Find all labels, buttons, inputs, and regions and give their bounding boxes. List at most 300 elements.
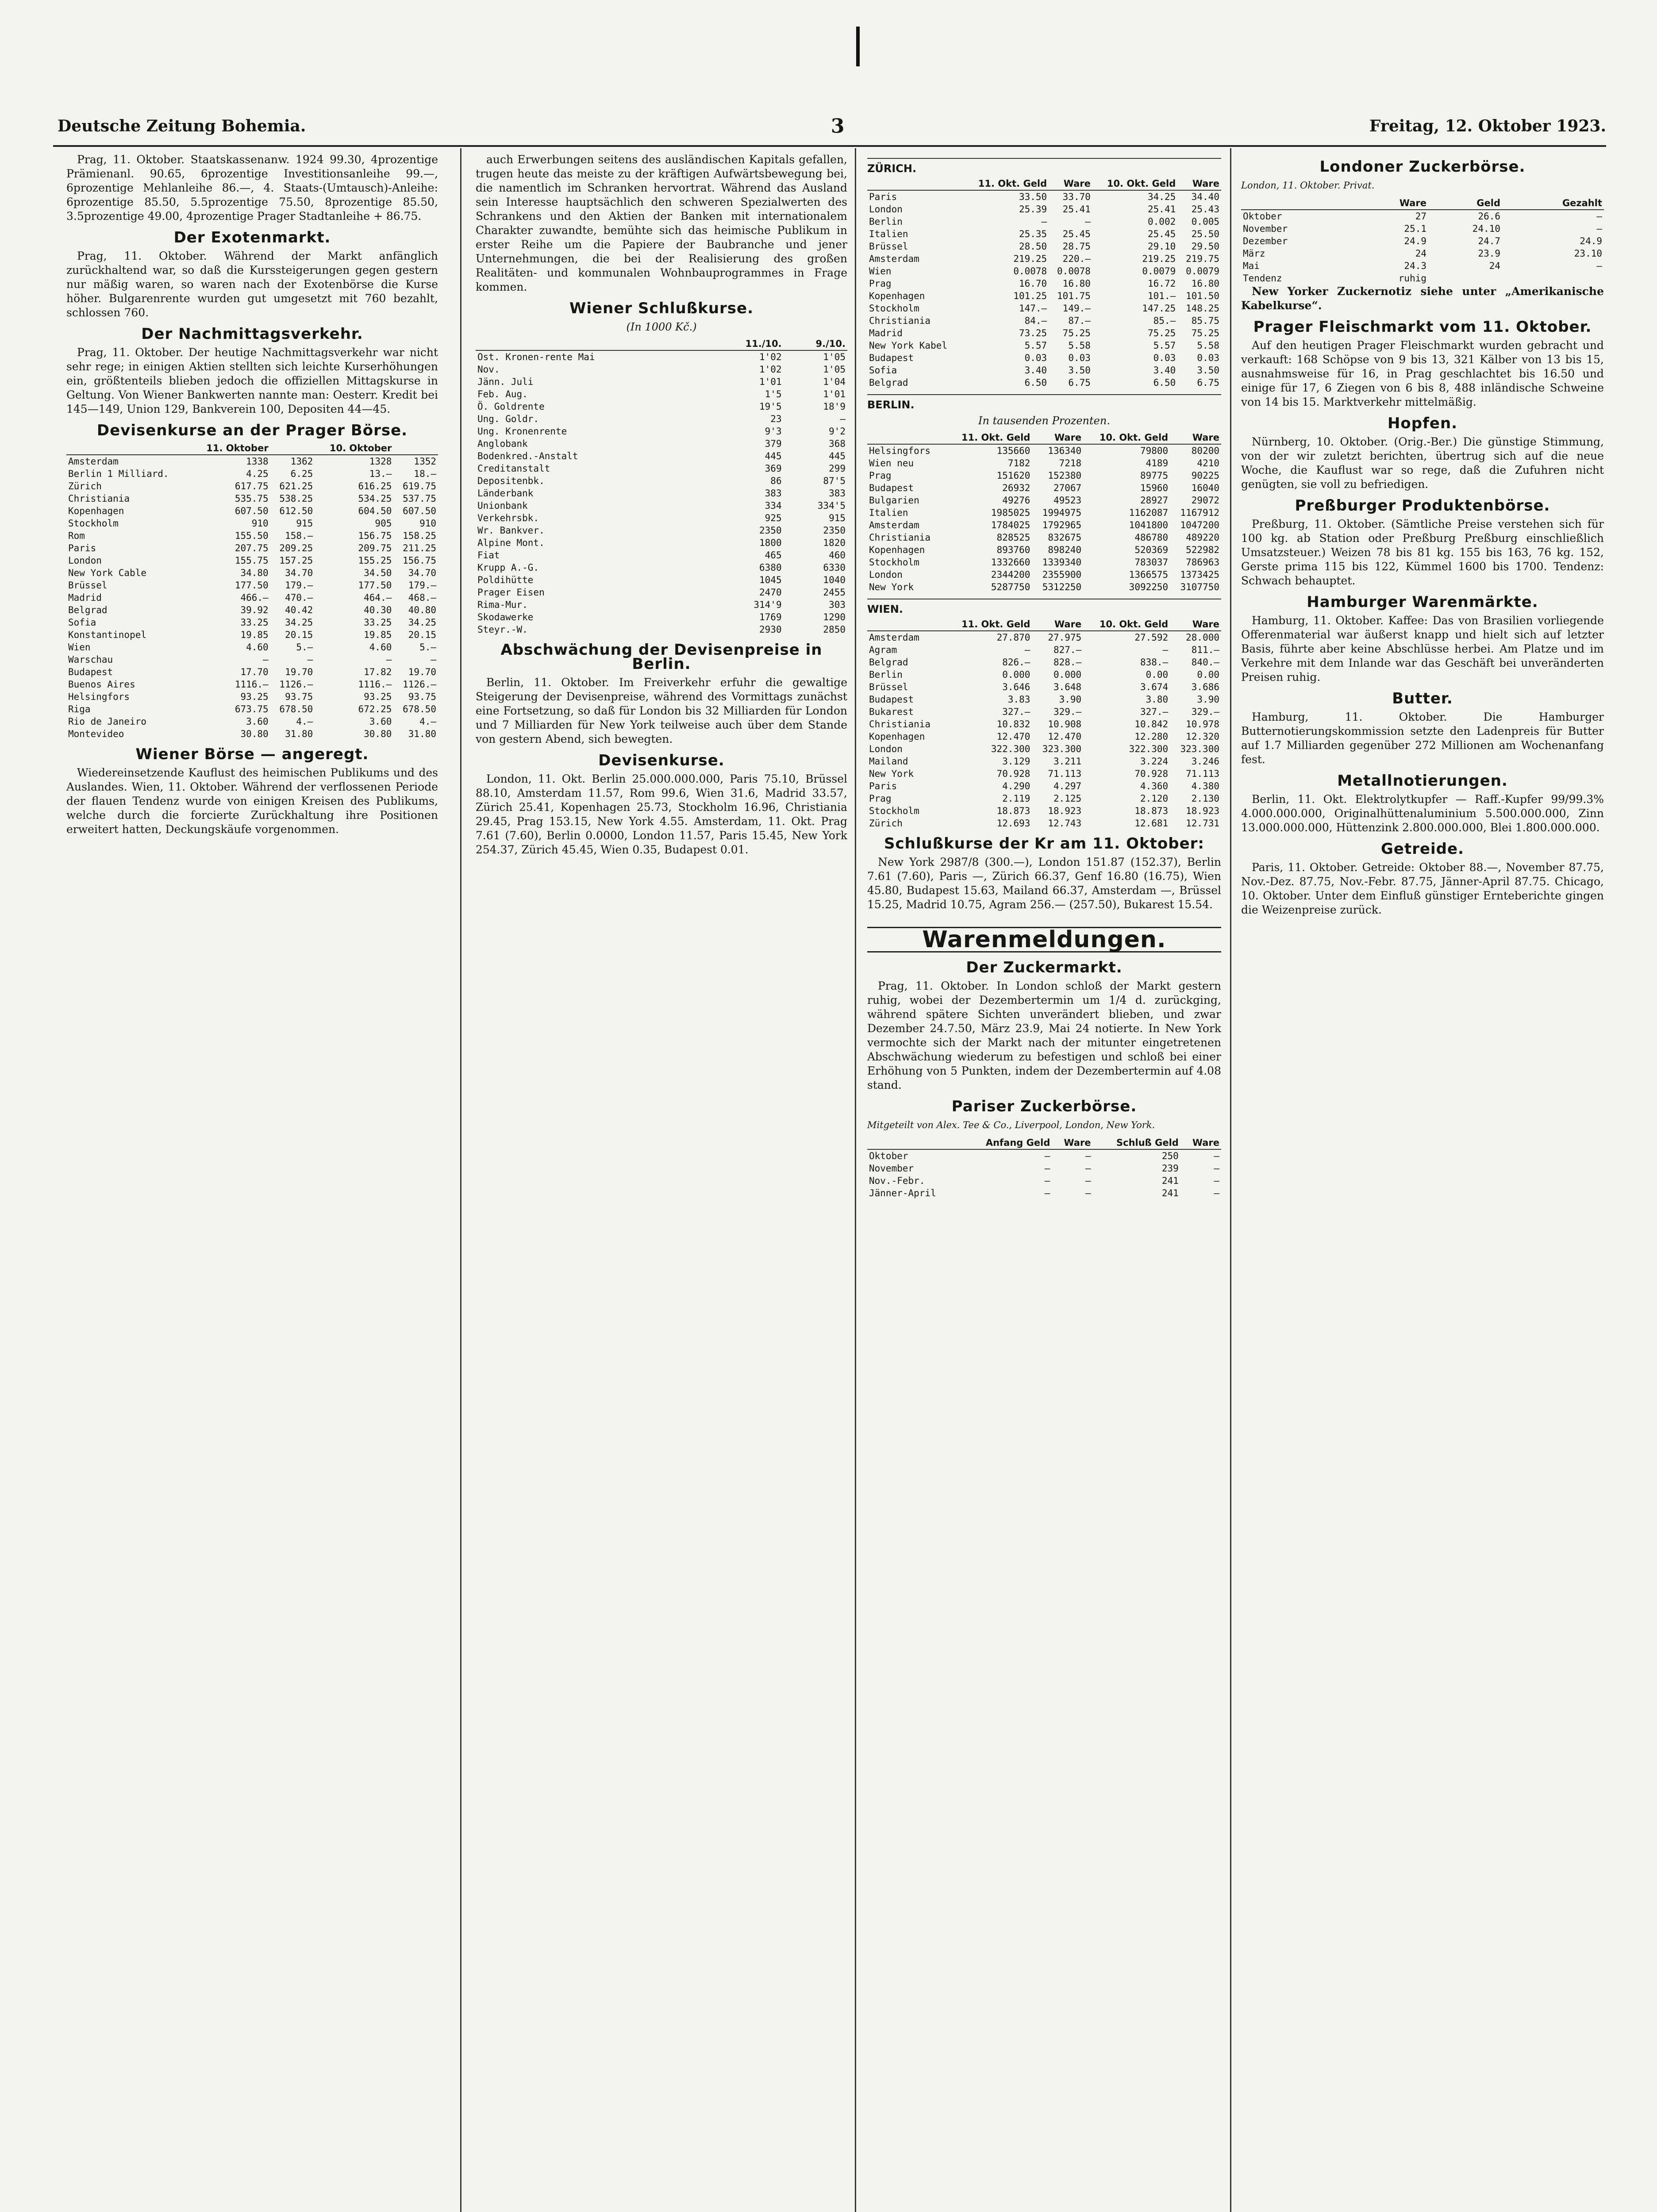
table-cell: 368 <box>829 438 846 449</box>
table-cell: 1041800 <box>1129 520 1169 530</box>
table-cell: 207.75 <box>235 543 269 553</box>
article-prag-anleihen: Prag, 11. Oktober. Staatskassenanw. 1924 99.30, 4prozentige Prämienanl. 90.65, 6prozentige Investitionsanleihe 99.—, 6prozentige Mehlanleihe 86.—, 4. Staats-(Umtausch)-Anleihe: 6prozentige 85.50, 5.5prozentige 75.50, 8prozentige 85.50, 3.5prozentige 49.00, 4prozentige Prager Stadtanleihe + 86.75. <box>66 153 438 223</box>
column-header: Ware <box>1032 431 1083 444</box>
row-label: Madrid <box>68 592 102 603</box>
table-cell: — <box>263 654 269 665</box>
article-getreide: Paris, 11. Oktober. Getreide: Oktober 88.—, November 87.75, Nov.-Dez. 87.75, Nov.-Febr. 87.75, Jänner-April 87.75. Chicago, 10. Oktober. Unter dem Einfluß günstiger Ernteberichte gingen die Weizenpreise zurück. <box>1241 861 1604 916</box>
table-row <box>476 561 847 574</box>
row-label: Budapest <box>68 667 113 677</box>
table-cell: 29.10 <box>1148 241 1176 252</box>
row-label: Kopenhagen <box>869 731 925 742</box>
row-label: Berlin <box>869 669 903 680</box>
table-cell: 470.— <box>285 592 313 603</box>
row-label: Mailand <box>869 756 908 767</box>
table-cell: 840.— <box>1191 657 1219 668</box>
heading-wiener-boerse: Wiener Börse — angeregt. <box>135 745 369 763</box>
table-cell: 20.15 <box>285 630 313 640</box>
heading-butter: Butter. <box>1392 690 1453 707</box>
table-cell: 314'9 <box>754 599 782 610</box>
table-row <box>867 253 1221 265</box>
heading-hopfen: Hopfen. <box>1387 415 1458 432</box>
table-cell: 915 <box>829 513 846 523</box>
table-row <box>867 315 1221 327</box>
table-row <box>1241 235 1604 247</box>
table-row <box>476 574 847 586</box>
table-cell: 4.60 <box>369 642 392 653</box>
table-cell: 673.75 <box>235 704 269 714</box>
row-label: Buenos Aires <box>68 679 135 690</box>
table-row <box>66 629 438 641</box>
table-cell: 0.002 <box>1148 216 1176 227</box>
table-cell: 250 <box>1161 1151 1179 1161</box>
table-cell: 70.928 <box>996 768 1030 779</box>
row-label: Wien <box>68 642 91 653</box>
table-cell: 3.90 <box>1059 694 1082 705</box>
table-cell: 34.50 <box>364 568 392 578</box>
table-row <box>867 768 1221 780</box>
table-cell: 31.80 <box>285 729 313 739</box>
heading-fleischmarkt: Prager Fleischmarkt vom 11. Oktober. <box>1253 318 1592 336</box>
table-row <box>867 780 1221 792</box>
table-cell: 334 <box>765 500 782 511</box>
table-cell: 219.75 <box>1186 253 1219 264</box>
column-1 <box>66 153 438 839</box>
table-cell: 156.75 <box>403 555 436 566</box>
table-cell: 10.978 <box>1186 719 1219 730</box>
berlin-title: BERLIN. <box>867 394 1221 412</box>
column-header: Ware <box>1170 618 1221 631</box>
row-label: Depositenbk. <box>477 476 545 486</box>
table-cell: 84.— <box>1024 315 1047 326</box>
table-cell: 828525 <box>996 532 1030 543</box>
table-cell: 1373425 <box>1180 569 1219 580</box>
table-row <box>476 623 847 636</box>
row-label: Nov. <box>477 364 500 375</box>
table-row <box>66 715 438 728</box>
table-cell: 101.75 <box>1057 291 1091 301</box>
table-cell: 7182 <box>1007 458 1030 469</box>
table-cell: 617.75 <box>235 481 269 492</box>
table-cell: 4.60 <box>246 642 269 653</box>
table-cell: 12.320 <box>1186 731 1219 742</box>
table-cell: 27067 <box>1053 483 1082 493</box>
table-row <box>867 290 1221 302</box>
row-label: Berlin <box>869 216 903 227</box>
row-label: Christiania <box>869 719 931 730</box>
row-label: Belgrad <box>68 605 108 615</box>
table-cell: 25.50 <box>1191 229 1219 239</box>
table-cell: 0.000 <box>1053 669 1082 680</box>
table-row <box>867 581 1221 593</box>
row-label: Berlin 1 Milliard. <box>68 469 169 479</box>
table-cell: 18.— <box>414 469 436 479</box>
table-cell: 383 <box>765 488 782 499</box>
table-row <box>66 517 438 530</box>
table-cell: 838.— <box>1140 657 1169 668</box>
table-row <box>66 480 438 492</box>
row-label: Ung. Goldr. <box>477 414 539 424</box>
table-row <box>476 413 847 425</box>
table-cell: 5.— <box>419 642 436 653</box>
table-cell: 29.50 <box>1191 241 1219 252</box>
berlin-subtitle: In tausenden Prozenten. <box>978 415 1110 427</box>
table-cell: 5.— <box>296 642 313 653</box>
table-cell: 33.50 <box>1019 192 1047 202</box>
table-cell: 0.00 <box>1197 669 1219 680</box>
table-cell: 30.80 <box>364 729 392 739</box>
table-cell: 75.25 <box>1191 328 1219 338</box>
table-cell: 6380 <box>759 562 782 573</box>
table-cell: — <box>307 654 313 665</box>
row-label: Brüssel <box>68 580 108 591</box>
column-header <box>867 177 964 190</box>
table-row <box>476 388 847 400</box>
table-cell: 10.842 <box>1134 719 1169 730</box>
table-row <box>476 599 847 611</box>
table-cell: 5.58 <box>1197 340 1219 351</box>
table-cell: 26.6 <box>1478 211 1501 222</box>
table-cell: 12.470 <box>996 731 1030 742</box>
table-cell: 6.50 <box>1153 377 1176 388</box>
column-header: Geld <box>1428 197 1502 210</box>
row-label: Brüssel <box>869 682 908 692</box>
table-cell: 75.25 <box>1062 328 1091 338</box>
row-label: Verkehrsbk. <box>477 513 539 523</box>
row-label: Steyr.-W. <box>477 624 528 635</box>
table-cell: 383 <box>829 488 846 499</box>
article-schlusskurse-ausland: New York 2987/8 (300.—), London 151.87 (152.37), Berlin 7.61 (7.60), Paris —, Zürich 66.37, Genf 16.80 (16.75), Wien 45.80, Budapest 15.63, Mailand 66.37, Amsterdam —, Brüssel 15.25, Madrid 10.75, Agram 256.— (257.50), Bukarest 15.54. <box>867 856 1221 911</box>
row-label: Prag <box>869 278 892 289</box>
table-cell: 34.80 <box>240 568 269 578</box>
masthead <box>58 111 1606 142</box>
table-cell: 1'01 <box>823 389 846 399</box>
column-3 <box>867 153 1221 1199</box>
table-cell: 1792965 <box>1042 520 1082 530</box>
table-cell: 607.50 <box>403 506 436 516</box>
london-zucker-table <box>1241 197 1604 284</box>
table-cell: 155.50 <box>235 530 269 541</box>
row-label: Bukarest <box>869 707 914 717</box>
table-cell: 25.45 <box>1062 229 1091 239</box>
table-row <box>867 190 1221 203</box>
row-label: Budapest <box>869 353 914 363</box>
table-cell: 33.70 <box>1062 192 1091 202</box>
heading-nachmittagsverkehr: Der Nachmittagsverkehr. <box>141 325 363 343</box>
table-cell: 2850 <box>823 624 846 635</box>
table-cell: 619.75 <box>403 481 436 492</box>
table-cell: 33.25 <box>364 617 392 628</box>
table-cell: 135660 <box>996 445 1030 456</box>
table-row <box>867 482 1221 494</box>
new-york-zucker-note: New Yorker Zuckernotiz siehe unter „Amerikanische Kabelkurse“. <box>1241 285 1604 312</box>
table-row <box>66 468 438 480</box>
table-cell: 70.928 <box>1134 768 1169 779</box>
devisen-table <box>66 442 438 740</box>
table-row <box>476 350 847 363</box>
table-cell: 25.43 <box>1191 204 1219 215</box>
table-cell: 0.005 <box>1191 216 1219 227</box>
heading-hamburg: Hamburger Warenmärkte. <box>1307 593 1538 611</box>
table-cell: 1'04 <box>823 376 846 387</box>
article-nachmittagsverkehr: Prag, 11. Oktober. Der heutige Nachmittagsverkehr war nicht sehr rege; in einigen Aktien stellten sich leichte Kurserhöhungen ein, größtenteils blieben jedoch die offiziellen Mittagskurse in Geltung. Von Wiener Bankwerten nannte man: Oesterr. Kredit bei 145—149, Union 129, Bankverein 100, Depositen 44—45. <box>66 346 438 415</box>
table-cell: 1126.— <box>279 679 313 690</box>
table-cell: 10.908 <box>1048 719 1082 730</box>
table-cell: 179.— <box>285 580 313 591</box>
table-cell: 28.50 <box>1019 241 1047 252</box>
table-cell: 2.130 <box>1191 793 1219 804</box>
table-row <box>66 703 438 715</box>
column-header: Ware <box>1170 431 1221 444</box>
table-row <box>476 549 847 561</box>
article-hopfen: Nürnberg, 10. Oktober. (Orig.-Ber.) Die günstige Stimmung, von der wir zuletzt berichten, übertrug sich auf die neue Woche, die Kauflust war so rege, daß die Zufuhren nicht genügten, sie voll zu befriedigen. <box>1241 435 1604 491</box>
column-header: Ware <box>1354 197 1428 210</box>
table-cell: 327.— <box>1002 707 1030 717</box>
table-cell: 3.50 <box>1068 365 1091 376</box>
table-cell: 1769 <box>759 612 782 622</box>
table-cell: 93.25 <box>240 691 269 702</box>
table-row <box>66 530 438 542</box>
table-cell: 25.35 <box>1019 229 1047 239</box>
table-cell: 3.90 <box>1197 694 1219 705</box>
table-cell: 1040 <box>823 575 846 585</box>
table-cell: 40.30 <box>364 605 392 615</box>
table-cell: 5312250 <box>1042 582 1082 592</box>
schlusskurse-unit: (In 1000 Kč.) <box>626 321 697 333</box>
paper-name: Deutsche Zeitung Bohemia. <box>58 117 306 135</box>
table-cell: 334'5 <box>817 500 846 511</box>
row-label: Sofia <box>68 617 96 628</box>
heading-pressburg: Preßburger Produktenbörse. <box>1295 497 1550 515</box>
table-cell: 329.— <box>1053 707 1082 717</box>
table-cell: 12.280 <box>1134 731 1169 742</box>
table-cell: — <box>1596 211 1602 222</box>
table-cell: 49523 <box>1053 495 1082 506</box>
row-label: New York Kabel <box>869 340 948 351</box>
table-cell: 219.25 <box>1013 253 1047 264</box>
table-cell: 323.300 <box>1042 744 1082 754</box>
table-cell: 2470 <box>759 587 782 598</box>
table-cell: 369 <box>765 463 782 474</box>
row-label: Konstantinopel <box>68 630 147 640</box>
table-cell: 3.686 <box>1191 682 1219 692</box>
table-cell: 15960 <box>1140 483 1169 493</box>
table-cell: 1'02 <box>759 352 782 362</box>
table-row <box>867 568 1221 581</box>
table-cell: 3.246 <box>1191 756 1219 767</box>
table-cell: 12.731 <box>1186 818 1219 829</box>
row-label: Zürich <box>869 818 903 829</box>
row-label: Prag <box>869 793 892 804</box>
table-cell: 534.25 <box>358 493 392 504</box>
column-header: Anfang Geld <box>961 1137 1052 1149</box>
table-cell: 241 <box>1161 1188 1179 1198</box>
table-cell: 445 <box>765 451 782 461</box>
table-cell: 1'05 <box>823 352 846 362</box>
table-cell: 151620 <box>996 470 1030 481</box>
table-cell: 27.870 <box>996 632 1030 643</box>
table-cell: 27.592 <box>1134 632 1169 643</box>
table-cell: 0.0079 <box>1186 266 1219 276</box>
column-header: 9./10. <box>784 338 847 350</box>
row-label: London <box>869 569 903 580</box>
column-header <box>66 442 192 455</box>
row-label: Kopenhagen <box>869 545 925 555</box>
table-row <box>476 363 847 376</box>
table-cell: 1116.— <box>235 679 269 690</box>
heading-wiener-schlusskurse: Wiener Schlußkurse. <box>569 300 754 317</box>
table-row <box>476 450 847 462</box>
table-cell: 905 <box>375 518 392 529</box>
table-row <box>867 718 1221 730</box>
row-label: Ung. Kronenrente <box>477 426 567 437</box>
row-label: Dezember <box>1243 236 1288 246</box>
table-cell: 33.25 <box>240 617 269 628</box>
table-cell: 2930 <box>759 624 782 635</box>
table-cell: 4.380 <box>1191 781 1219 791</box>
table-cell: 219.25 <box>1142 253 1176 264</box>
table-row <box>66 691 438 703</box>
page-number: 3 <box>830 115 845 138</box>
table-cell: 0.00 <box>1146 669 1169 680</box>
table-cell: 16040 <box>1191 483 1219 493</box>
heading-metall: Metallnotierungen. <box>1337 772 1508 790</box>
table-cell: 23 <box>770 414 782 424</box>
table-cell: 87'5 <box>823 476 846 486</box>
table-row <box>1241 247 1604 260</box>
pariser-note: Mitgeteilt von Alex. Tee & Co., Liverpool, London, New York. <box>867 1120 1155 1130</box>
table-cell: 5287750 <box>991 582 1030 592</box>
table-cell: 24 <box>1489 261 1501 271</box>
row-label: Alpine Mont. <box>477 538 545 548</box>
table-row <box>867 265 1221 277</box>
table-row <box>867 494 1221 507</box>
column-header: 11. Okt. Geld <box>945 618 1032 631</box>
table-row <box>476 512 847 524</box>
table-cell: — <box>1044 1163 1050 1174</box>
table-cell: 4.— <box>296 716 313 727</box>
table-cell: 6.50 <box>1024 377 1047 388</box>
column-header <box>867 431 945 444</box>
table-cell: 3.83 <box>1007 694 1030 705</box>
table-cell: — <box>1214 1163 1219 1174</box>
table-cell: — <box>386 654 392 665</box>
table-cell: 3.60 <box>369 716 392 727</box>
table-cell: 12.681 <box>1134 818 1169 829</box>
table-cell: 1126.— <box>403 679 436 690</box>
table-row <box>867 1149 1221 1162</box>
row-label: Kopenhagen <box>869 291 925 301</box>
row-label: Warschau <box>68 654 113 665</box>
table-cell: 18.873 <box>1134 806 1169 816</box>
row-label: Wr. Bankver. <box>477 525 545 536</box>
table-cell: 4.360 <box>1140 781 1169 791</box>
row-label: Tendenz <box>1243 273 1282 284</box>
table-cell: 7218 <box>1059 458 1082 469</box>
column-header: 11./10. <box>707 338 783 350</box>
row-label: Poldihütte <box>477 575 534 585</box>
heading-getreide: Getreide. <box>1380 840 1464 858</box>
table-cell: 27 <box>1415 211 1426 222</box>
table-cell: 4.290 <box>1002 781 1030 791</box>
table-cell: — <box>1085 1175 1091 1186</box>
berlin-table <box>867 431 1221 593</box>
table-row <box>867 277 1221 290</box>
table-cell: 17.70 <box>240 667 269 677</box>
table-cell: 34.25 <box>285 617 313 628</box>
column-header <box>1241 197 1354 210</box>
table-row <box>867 755 1221 768</box>
table-row <box>867 444 1221 457</box>
row-label: Ost. Kronen-rente Mai <box>477 352 595 362</box>
row-label: Kopenhagen <box>68 506 124 516</box>
table-cell: 522982 <box>1186 545 1219 555</box>
row-label: Mai <box>1243 261 1260 271</box>
table-cell: 101.— <box>1148 291 1176 301</box>
table-cell: 486780 <box>1134 532 1169 543</box>
table-cell: 827.— <box>1053 645 1082 655</box>
column-header: Ware <box>1180 1137 1221 1149</box>
heading-devisenkurse: Devisenkurse. <box>598 752 725 769</box>
table-cell: 464.— <box>364 592 392 603</box>
table-cell: 1366575 <box>1129 569 1169 580</box>
row-label: Amsterdam <box>869 253 919 264</box>
table-row <box>867 1175 1221 1187</box>
table-cell: — <box>1024 645 1030 655</box>
table-cell: 4.— <box>419 716 436 727</box>
table-cell: 25.1 <box>1404 223 1426 234</box>
row-label: Budapest <box>869 483 914 493</box>
table-cell: 18.873 <box>996 806 1030 816</box>
table-cell: 12.470 <box>1048 731 1082 742</box>
table-cell: 2455 <box>823 587 846 598</box>
table-cell: 5.58 <box>1068 340 1091 351</box>
table-cell: 136340 <box>1048 445 1082 456</box>
column-rule <box>1230 148 1231 2212</box>
table-cell: 468.— <box>408 592 436 603</box>
table-row <box>867 792 1221 805</box>
row-label: London <box>869 204 903 215</box>
table-cell: 3.50 <box>1197 365 1219 376</box>
article-exotenmarkt: Prag, 11. Oktober. Während der Markt anfänglich zurückhaltend war, so daß die Kurssteigerungen gegen gestern nur mäßig waren, so waren nach der Exotenbörse die Kurse höher. Bulgarenrente wurden gut umgesetzt mit 760 bezahlt, schlossen 760. <box>66 250 438 319</box>
table-cell: 1332660 <box>991 557 1030 568</box>
table-cell: 616.25 <box>358 481 392 492</box>
table-cell: 1994975 <box>1042 507 1082 518</box>
table-cell: 678.50 <box>279 704 313 714</box>
table-row <box>476 376 847 388</box>
table-cell: — <box>1214 1151 1219 1161</box>
table-cell: 1328 <box>369 456 392 467</box>
column-rule <box>460 148 461 2212</box>
table-cell: 1'05 <box>823 364 846 375</box>
table-cell: 147.25 <box>1142 303 1176 314</box>
row-label: Krupp A.-G. <box>477 562 539 573</box>
table-row <box>66 653 438 666</box>
table-cell: — <box>840 414 846 424</box>
table-row <box>867 339 1221 352</box>
row-label: Italien <box>869 229 908 239</box>
table-cell: 73.25 <box>1019 328 1047 338</box>
row-label: November <box>1243 223 1288 234</box>
table-cell: 34.70 <box>408 568 436 578</box>
table-cell: — <box>1596 223 1602 234</box>
table-cell: 3.648 <box>1053 682 1082 692</box>
article-zuckermarkt: Prag, 11. Oktober. In London schloß der Markt gestern ruhig, wobei der Dezembertermin um 1/4 d. zurückging, während spätere Sichten unverändert blieben, und zwar Dezember 24.7.50, März 23.9, Mai 24 notierte. In New York vermochte sich der Markt nach der mitunter eingetretenen Abschwächung wiederum zu befestigen und schloß bei einer Erhöhung von 5 Punkten, indem der Dezembertermin auf 4.08 stand. <box>867 979 1221 1091</box>
table-row <box>66 554 438 567</box>
table-row <box>66 728 438 740</box>
table-cell: 6330 <box>823 562 846 573</box>
row-label: Creditanstalt <box>477 463 550 474</box>
table-cell: 155.75 <box>235 555 269 566</box>
